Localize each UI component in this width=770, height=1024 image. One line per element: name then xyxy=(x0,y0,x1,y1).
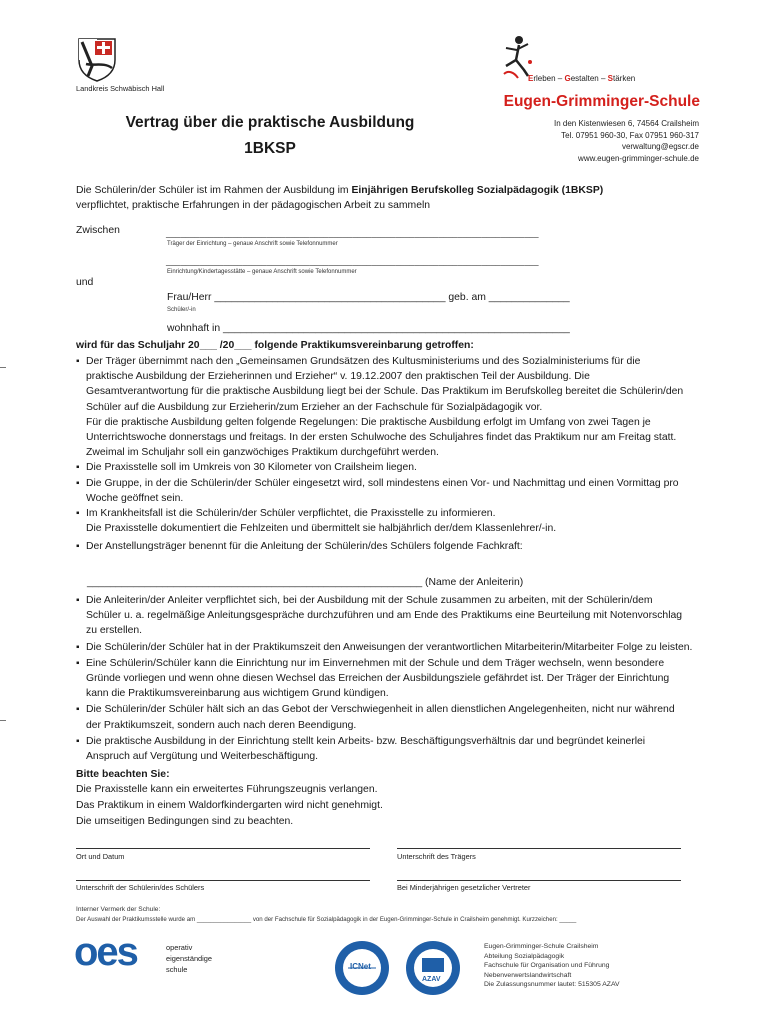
clause-line: Unterrichtswoche donnerstags und freitags. In der ersten Schulwoche des Schuljahres findet das Praktikum nur am Freitag statt. xyxy=(86,432,677,444)
clause-line: ▪ Die Anleiterin/der Anleiter verpflichtet sich, bei der Ausbildung mit der Schule zusammen zu arbeiten, mit der Schülerin/dem xyxy=(86,595,653,606)
document-title xyxy=(120,112,420,160)
oes-logo: oes xyxy=(74,930,137,974)
slogan-letter-s: S xyxy=(607,74,613,83)
clause-line: zu erstellen. xyxy=(86,625,143,637)
footer-line-5: Die Zulassungsnummer lautet: 515305 AZAV xyxy=(484,981,620,989)
facility-field[interactable]: ______________________________________________________________________________ xyxy=(166,256,539,266)
carrier-signature-line[interactable] xyxy=(397,848,681,849)
footer-line-4: Nebenverwertslandwirtschaft xyxy=(484,971,572,979)
azav-seal-label: AZAV xyxy=(422,976,441,983)
clause-item xyxy=(76,354,716,460)
guardian-signature-label: Bei Minderjährigen gesetzlicher Vertreter xyxy=(397,883,531,892)
slogan-part-2: estalten – xyxy=(570,74,608,83)
clause-line: ▪ Die Schülerin/der Schüler hat in der Praktikumszeit den Anweisungen der verantwortlichen Mitarbeiterin/Mitarbeiter Folge zu leisten. xyxy=(86,641,693,653)
residence-field[interactable]: wohnhaft in ____________________________________________________________ xyxy=(167,323,570,334)
place-date-line[interactable] xyxy=(76,848,370,849)
notes-line-3: Die umseitigen Bedingungen sind zu beachten. xyxy=(76,816,294,827)
oes-text xyxy=(166,942,212,975)
footer-school-info xyxy=(484,942,620,990)
clause-item xyxy=(76,460,716,475)
slogan-letter-e: E xyxy=(528,74,534,83)
clause-item xyxy=(76,702,716,732)
school-contact xyxy=(554,118,699,164)
clause-line: ▪ Die Schülerin/der Schüler hält sich an das Gebot der Verschwiegenheit in allen dienstlichen Angelegenheiten, nicht nur während xyxy=(86,704,675,716)
between-label: Zwischen xyxy=(76,225,120,236)
margin-tick xyxy=(0,720,6,721)
clauses-list-1 xyxy=(76,354,716,555)
clause-item xyxy=(76,640,716,655)
carrier-caption: Träger der Einrichtung – genaue Anschrift sowie Telefonnummer xyxy=(167,241,338,247)
school-phone: Tel. 07951 960-30, Fax 07951 960-317 xyxy=(561,130,699,140)
school-name: Eugen-Grimminger-Schule xyxy=(503,93,700,110)
oes-text-3: schule xyxy=(166,965,188,974)
student-signature-label: Unterschrift der Schülerin/des Schülers xyxy=(76,883,205,892)
clause-item xyxy=(76,734,716,764)
carrier-signature-label: Unterschrift des Trägers xyxy=(397,852,476,861)
footer-line-1: Eugen-Grimminger-Schule Crailsheim xyxy=(484,943,599,950)
footer-line-2: Abteilung Sozialpädagogik xyxy=(484,952,565,960)
certification-seal-icon xyxy=(334,940,390,996)
clause-line: Die Praxisstelle dokumentiert die Fehlzeiten und übermittelt sie halbjährlich der/dem Klassenlehrer/-in. xyxy=(86,523,557,535)
title-line-2: 1BKSP xyxy=(244,140,296,157)
student-caption: Schüler/-in xyxy=(167,307,196,313)
clause-item xyxy=(76,656,716,702)
clause-line: ▪ Der Anstellungsträger benennt für die Anleitung der Schülerin/des Schülers folgende Fachkraft: xyxy=(86,541,523,553)
notes-line-2: Das Praktikum in einem Waldorfkindergarten wird nicht genehmigt. xyxy=(76,800,383,811)
clause-line: Schüler u. a. regelmäßige Anleitungsgespräche durchzuführen und am Ende des Praktikums eine Beurteilung mit Notenvorschlag xyxy=(86,610,683,622)
and-label: und xyxy=(76,277,94,288)
district-coat-of-arms xyxy=(76,36,118,82)
school-website: www.eugen-grimminger-schule.de xyxy=(578,153,699,163)
clause-line: ▪ Die Praxisstelle soll im Umkreis von 30 Kilometer von Crailsheim liegen. xyxy=(86,462,417,474)
intro-line-1 xyxy=(76,183,603,198)
clause-line: ▪ Die Gruppe, in der die Schülerin/der Schüler eingesetzt wird, soll mindestens einen Vor- und Nachmittag und einen Vormittag pro xyxy=(86,477,679,489)
student-signature-line[interactable] xyxy=(76,880,370,881)
cert-seal-label: ICNet xyxy=(350,962,371,971)
clause-line: der Praktikumszeit, sondern auch nach deren Beendigung. xyxy=(86,719,357,731)
student-field[interactable]: Frau/Herr ________________________________________ geb. am ______________ xyxy=(167,292,570,303)
intro-program: Einjährigen Berufskolleg Sozialpädagogik (1BKSP) xyxy=(351,185,604,196)
school-address: In den Kistenwiesen 6, 74564 Crailsheim xyxy=(554,119,699,128)
clause-line: Woche geöffnet sein. xyxy=(86,492,184,504)
clause-item xyxy=(76,593,716,639)
footer-line-3: Fachschule für Organisation und Führung xyxy=(484,962,610,970)
clause-line: Für die praktische Ausbildung gelten folgende Regelungen: Die praktische Ausbildung erfolgt im Umfang von zwei Tagen je xyxy=(86,416,651,428)
oes-text-1: operativ xyxy=(166,943,193,952)
school-slogan xyxy=(528,74,635,84)
clause-item xyxy=(76,506,716,536)
notes-line-1: Die Praxisstelle kann ein erweitertes Führungszeugnis verlangen. xyxy=(76,784,378,795)
clause-line: ▪ Die praktische Ausbildung in der Einrichtung stellt kein Arbeits- bzw. Beschäftigungsverhältnis dar und begründet keinerlei xyxy=(86,735,646,747)
clause-line: Zweimal im Schuljahr soll ein ganzwöchiges Praktikum durchgeführt werden. xyxy=(86,447,439,459)
clause-line: ▪ Der Träger übernimmt nach den „Gemeinsamen Grundsätzen des Kultusministeriums und des Sozialministeriums für die xyxy=(86,356,641,367)
azav-seal-icon xyxy=(405,940,461,996)
clause-line: Gründe vorliegen und wenn ohne diesen Wechsel das Erreichen der Ausbildungsziele gefährdet ist. Der Träger der Einrichtung xyxy=(86,673,670,685)
guardian-signature-line[interactable] xyxy=(397,880,681,881)
clause-line: praktische Ausbildung der Erzieherinnen und Erzieher“ v. 19.12.2007 den praktischen Teil der Ausbildung. Die xyxy=(86,371,590,383)
intro-line-2: verpflichtet, praktische Erfahrungen in der pädagogischen Arbeit zu sammeln xyxy=(76,200,431,211)
district-name: Landkreis Schwäbisch Hall xyxy=(76,84,165,93)
clause-line: ▪ Im Krankheitsfall ist die Schülerin/der Schüler verpflichtet, die Praxisstelle zu informieren. xyxy=(86,508,496,520)
facility-caption: Einrichtung/Kindertagesstätte – genaue Anschrift sowie Telefonnummer xyxy=(167,269,357,275)
clauses-list-2 xyxy=(76,593,716,764)
margin-tick xyxy=(0,367,6,368)
mentor-field[interactable]: __________________________________________________________ (Name der Anleiterin) xyxy=(87,577,524,588)
slogan-letter-g: G xyxy=(564,74,571,83)
carrier-field[interactable]: ______________________________________________________________________________ xyxy=(166,228,539,238)
clause-item xyxy=(76,476,716,506)
agreement-heading: wird für das Schuljahr 20___ /20___ folgende Praktikumsvereinbarung getroffen: xyxy=(76,340,474,351)
clause-line: ▪ Eine Schülerin/Schüler kann die Einrichtung nur im Einvernehmen mit der Schule und dem Träger wechseln, wenn besondere xyxy=(86,657,665,669)
place-date-label: Ort und Datum xyxy=(76,852,125,861)
oes-text-2: eigenständige xyxy=(166,954,213,963)
slogan-part-3: tärken xyxy=(612,74,636,83)
school-email: verwaltung@egscr.de xyxy=(621,142,699,151)
intro-text: Die Schülerin/der Schüler ist im Rahmen der Ausbildung im xyxy=(76,185,352,196)
notes-heading: Bitte beachten Sie: xyxy=(76,769,170,780)
clause-item xyxy=(76,539,716,554)
clause-line: Schüler auf die Ausbildung zur Erzieherin/zum Erzieher an der Fachschule für Sozialpädagogik vor. xyxy=(86,401,543,413)
clause-line: Anspruch auf Vergütung und Weiterbeschäftigung. xyxy=(86,751,319,763)
slogan-part-1: rleben – xyxy=(533,74,565,83)
internal-heading: Interner Vermerk der Schule: xyxy=(76,906,161,913)
clause-line: kann die Praktikumsvereinbarung aus wichtigem Grund kündigen. xyxy=(86,688,389,700)
internal-text: Der Auswahl der Praktikumsstelle wurde am ________________ von der Fachschule für Sozialpädagogik in der Eugen-Grimminger-Schule in Crailsheim genehmigt. Kurzzeichen: _____ xyxy=(76,916,577,923)
title-line-1: Vertrag über die praktische Ausbildung xyxy=(125,114,415,131)
clause-line: Gesamtverantwortung für die praktische Ausbildung liegt bei der Schule. Das Praktikum im Berufskolleg bereitet die Schülerin/den xyxy=(86,386,684,398)
